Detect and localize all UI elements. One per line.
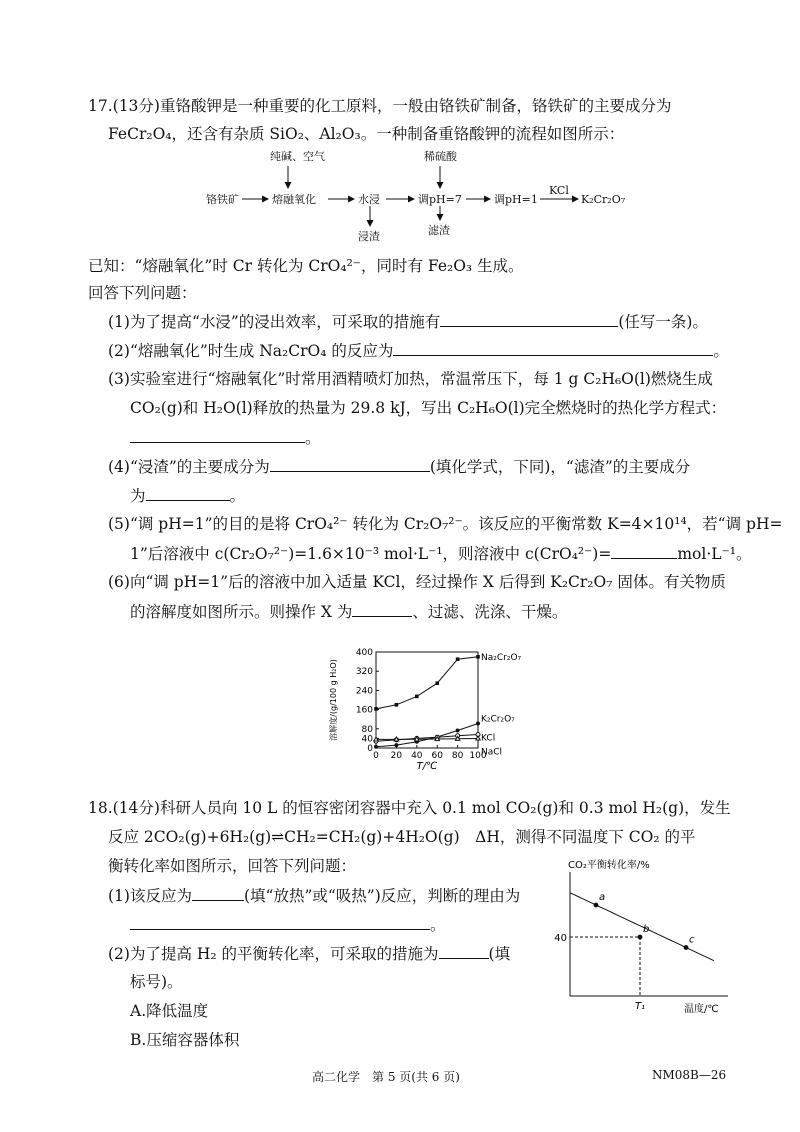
sol-point-3-5 bbox=[476, 736, 480, 740]
q18-option-b: B.压缩容器体积 bbox=[130, 1031, 240, 1049]
q17-p4-text: (4)“浸渣”的主要成分为 bbox=[108, 458, 270, 476]
co2-ylabel: CO₂平衡转化率/% bbox=[568, 860, 650, 871]
q17-p3-line1: (3)实验室进行“熔融氧化”时常用酒精喷灯加热，常温常压下，每 1 g C₂H₆O(l)燃烧生成 bbox=[108, 370, 713, 388]
sol-ylabel: 溶解度/(g/100 g H₂O) bbox=[329, 659, 338, 741]
sol-ytick-label-0: 0 bbox=[367, 744, 373, 754]
sol-series-label-1: K₂Cr₂O₇ bbox=[481, 714, 515, 725]
q17-part4 bbox=[108, 456, 690, 477]
co2-xlabel: 温度/℃ bbox=[684, 1004, 719, 1015]
sol-point-1-5 bbox=[476, 722, 480, 726]
solubility-chart bbox=[328, 640, 558, 770]
q17-p2-suffix: 。 bbox=[713, 342, 729, 360]
q17-p4-line2 bbox=[130, 485, 245, 506]
q18-p1-mid: (填“放热”或“吸热”)反应，判断的理由为 bbox=[243, 887, 521, 905]
sol-point-3-1 bbox=[394, 737, 398, 741]
q17-p6-suffix: 、过滤、洗涤、干燥。 bbox=[412, 603, 568, 621]
sol-series-label-3: NaCl bbox=[481, 747, 503, 758]
sol-point-3-0 bbox=[374, 737, 378, 741]
q17-p1-text: (1)为了提高“水浸”的浸出效率，可采取的措施有 bbox=[108, 313, 441, 331]
q18-p1-blank2[interactable] bbox=[130, 914, 430, 930]
q17-p6-line1: (6)向“调 pH=1”后的溶液中加入适量 KCl，经过操作 X 后得到 K₂Cr₂O₇ 固体。有关物质 bbox=[108, 573, 726, 591]
q17-p4-blank2[interactable] bbox=[146, 485, 230, 501]
q17-p5-suffix: mol·L⁻¹。 bbox=[677, 545, 752, 563]
co2-point-a bbox=[594, 903, 599, 908]
co2-point-c bbox=[684, 945, 689, 950]
co2-curve bbox=[570, 893, 714, 961]
q17-p5-line2 bbox=[130, 543, 751, 564]
sol-series-label-2: KCl bbox=[481, 733, 496, 744]
q18-p2-text: (2)为了提高 H₂ 的平衡转化率，可采取的措施为 bbox=[108, 945, 439, 963]
sol-ytick-label-4: 240 bbox=[355, 686, 373, 697]
sol-point-0-3 bbox=[435, 681, 439, 685]
flow-input-1: 纯碱、空气 bbox=[270, 150, 325, 163]
co2-conversion-chart bbox=[548, 856, 744, 1022]
q18-p2-blank[interactable] bbox=[439, 943, 489, 959]
flow-step-6: K₂Cr₂O₇ bbox=[581, 193, 626, 206]
q18-p1-line2 bbox=[130, 914, 446, 935]
q17-flow-diagram bbox=[200, 148, 640, 248]
co2-point-label-a: a bbox=[599, 892, 606, 904]
q18-part2 bbox=[108, 943, 510, 964]
sol-point-1-0 bbox=[374, 745, 378, 749]
q18-part1 bbox=[108, 885, 520, 906]
sol-xtick-label-1: 20 bbox=[390, 751, 403, 761]
q17-p5-line1: (5)“调 pH=1”的目的是将 CrO₄²⁻ 转化为 Cr₂O₇²⁻。该反应的平衡常数 K=4×10¹⁴，若“调 pH= bbox=[108, 515, 783, 533]
flow-step-3: 水浸 bbox=[358, 193, 380, 206]
flow-step-4: 调pH=7 bbox=[418, 193, 462, 206]
q18-option-a: A.降低温度 bbox=[130, 1002, 209, 1020]
flow-step-5: 调pH=1 bbox=[494, 193, 538, 206]
q17-p5-blank[interactable] bbox=[611, 543, 677, 559]
sol-series-label-0: Na₂Cr₂O₇ bbox=[481, 652, 522, 663]
sol-plot-frame bbox=[376, 652, 478, 748]
q18-line2: 反应 2CO₂(g)+6H₂(g)⇌CH₂=CH₂(g)+4H₂O(g) ΔH，测得不同温度下 CO₂ 的平 bbox=[108, 828, 696, 846]
sol-point-0-1 bbox=[395, 703, 399, 707]
co2-point-label-b: b bbox=[643, 924, 650, 935]
sol-point-0-0 bbox=[374, 707, 378, 711]
q17-p5-text: 1”后溶液中 c(Cr₂O₇²⁻)=1.6×10⁻³ mol·L⁻¹，则溶液中 c(CrO₄²⁻)= bbox=[130, 545, 612, 563]
co2-ytick-label: 40 bbox=[554, 933, 567, 944]
q18-p1-suffix: 。 bbox=[430, 916, 446, 934]
sol-point-0-5 bbox=[476, 655, 480, 659]
sol-xtick-label-3: 60 bbox=[431, 751, 443, 761]
q17-part1 bbox=[108, 311, 708, 332]
q17-answer-prompt: 回答下列问题： bbox=[88, 284, 197, 302]
q17-p4-mid: (填化学式，下同)，“滤渣”的主要成分 bbox=[429, 458, 691, 476]
q17-p1-blank[interactable] bbox=[440, 311, 618, 327]
q17-p4-suffix: 。 bbox=[229, 487, 246, 505]
q17-known: 已知：“熔融氧化”时 Cr 转化为 CrO₄²⁻，同时有 Fe₂O₃ 生成。 bbox=[88, 257, 524, 275]
sol-xtick-label-4: 80 bbox=[451, 751, 464, 761]
sol-xtick-label-2: 40 bbox=[411, 751, 423, 761]
q18-p2-suffix: (填 bbox=[488, 945, 511, 963]
q17-p3-suffix: 。 bbox=[305, 429, 321, 447]
co2-point-b bbox=[638, 935, 643, 940]
q17-line2: FeCr₂O₄，还含有杂质 SiO₂、Al₂O₃。一种制备重铬酸钾的流程如图所示： bbox=[108, 125, 625, 143]
q17-p2-blank[interactable] bbox=[393, 340, 713, 356]
q17-p3-line2: CO₂(g)和 H₂O(l)释放的热量为 29.8 kJ，写出 C₂H₆O(l)完全燃烧时的热化学方程式： bbox=[130, 399, 727, 417]
flow-arrow-label: KCl bbox=[549, 184, 569, 197]
q17-p6-line2 bbox=[130, 601, 567, 622]
q17-header: 17.(13分)重铬酸钾是一种重要的化工原料，一般由铬铁矿制备，铬铁矿的主要成分为 bbox=[88, 97, 672, 115]
flow-output-1: 浸渣 bbox=[358, 230, 380, 243]
co2-xtick-label: T₁ bbox=[634, 1001, 646, 1012]
flow-output-2: 滤渣 bbox=[428, 224, 450, 237]
q17-p3-line3 bbox=[130, 427, 321, 448]
co2-point-label-c: c bbox=[689, 934, 695, 946]
page-footer-code: NM08B—26 bbox=[652, 1068, 727, 1082]
q17-p3-blank[interactable] bbox=[130, 427, 305, 443]
sol-point-0-2 bbox=[415, 695, 419, 699]
q17-p2-text: (2)“熔融氧化”时生成 Na₂CrO₄ 的反应为 bbox=[108, 342, 394, 360]
q17-p4-wei: 为 bbox=[130, 487, 146, 505]
sol-ytick-label-3: 160 bbox=[355, 705, 373, 716]
q17-p6-text: 的溶解度如图所示。则操作 X 为 bbox=[130, 603, 353, 621]
q17-p6-blank[interactable] bbox=[352, 601, 412, 617]
flow-step-2: 熔融氧化 bbox=[272, 193, 316, 206]
page-footer-center: 高二化学 第 5 页(共 6 页) bbox=[312, 1070, 460, 1084]
q18-p1-blank1[interactable] bbox=[192, 885, 244, 901]
sol-xlabel: T/℃ bbox=[416, 761, 438, 770]
flow-input-2: 稀硫酸 bbox=[424, 150, 457, 163]
q18-p2-line2: 标号)。 bbox=[130, 973, 183, 991]
sol-series-line-3 bbox=[376, 738, 478, 739]
sol-ytick-label-1: 40 bbox=[361, 734, 373, 745]
sol-point-0-4 bbox=[456, 657, 460, 661]
q17-p1-suffix: (任写一条)。 bbox=[618, 313, 708, 331]
sol-point-1-1 bbox=[394, 743, 398, 747]
q18-p1-text: (1)该反应为 bbox=[108, 887, 192, 905]
q17-part2 bbox=[108, 340, 729, 361]
q17-p4-blank1[interactable] bbox=[270, 456, 430, 472]
sol-point-1-4 bbox=[456, 728, 460, 732]
sol-ytick-label-5: 320 bbox=[355, 667, 373, 678]
sol-xtick-label-5: 100 bbox=[469, 751, 487, 761]
sol-xtick-label-0: 0 bbox=[373, 751, 379, 761]
sol-ytick-label-2: 80 bbox=[361, 724, 373, 735]
sol-ytick-label-6: 400 bbox=[355, 648, 373, 658]
sol-series-line-0 bbox=[376, 657, 478, 709]
flow-step-1: 铬铁矿 bbox=[206, 193, 239, 206]
sol-series-line-2 bbox=[376, 735, 478, 742]
q18-header: 18.(14分)科研人员向 10 L 的恒容密闭容器中充入 0.1 mol CO₂(g)和 0.3 mol H₂(g)，发生 bbox=[88, 799, 731, 817]
q18-line3: 衡转化率如图所示，回答下列问题： bbox=[108, 857, 357, 875]
